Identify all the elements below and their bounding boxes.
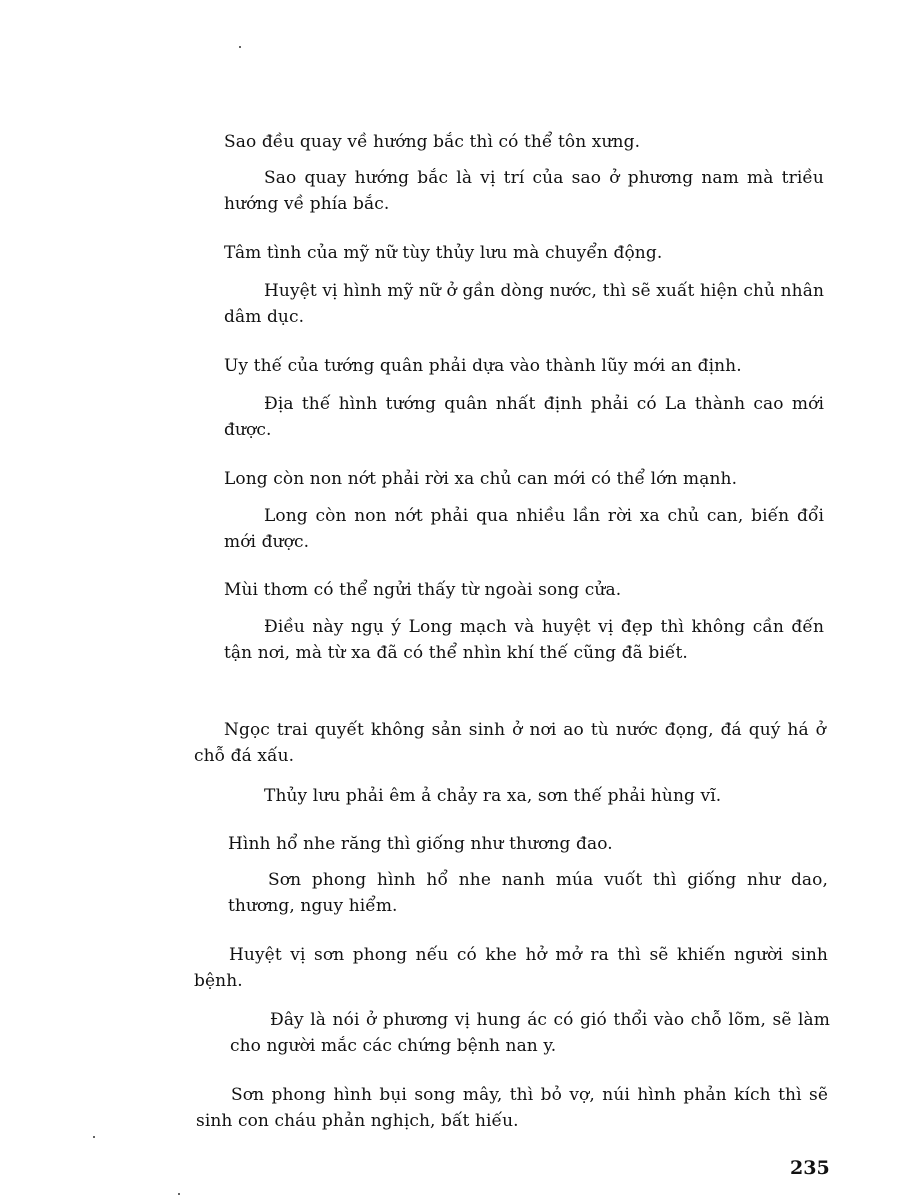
paragraph: Huyệt vị sơn phong nếu có khe hở mở ra thì sẽ khiến người sinh bệnh. [194, 945, 828, 991]
scan-speck [93, 1136, 95, 1138]
paragraph: Ngọc trai quyết không sản sinh ở nơi ao tù nước đọng, đá quý há ở chỗ đá xấu. [194, 720, 826, 766]
paragraph: Huyệt vị hình mỹ nữ ở gần dòng nước, thì sẽ xuất hiện chủ nhân dâm dục. [224, 281, 824, 327]
scan-speck [239, 46, 241, 48]
page-number: 235 [790, 1157, 830, 1179]
scan-speck [178, 1193, 180, 1195]
paragraph: Mùi thơm có thể ngửi thấy từ ngoài song cửa. [224, 580, 622, 600]
paragraph: Đây là nói ở phương vị hung ác có gió thổi vào chỗ lõm, sẽ làm cho người mắc các chứng bệnh nan y. [230, 1010, 830, 1056]
paragraph: Hình hổ nhe răng thì giống như thương đao. [228, 834, 613, 854]
paragraph: Sơn phong hình hổ nhe nanh múa vuốt thì giống như dao, thương, nguy hiểm. [228, 870, 828, 916]
paragraph: Sơn phong hình bụi song mây, thì bỏ vợ, núi hình phản kích thì sẽ sinh con cháu phản nghịch, bất hiếu. [196, 1085, 828, 1131]
paragraph: Điều này ngụ ý Long mạch và huyệt vị đẹp thì không cần đến tận nơi, mà từ xa đã có thể nhìn khí thế cũng đã biết. [224, 617, 824, 663]
paragraph: Sao đều quay về hướng bắc thì có thể tôn xưng. [224, 132, 641, 152]
paragraph: Thủy lưu phải êm ả chảy ra xa, sơn thế phải hùng vĩ. [264, 786, 722, 806]
paragraph: Tâm tình của mỹ nữ tùy thủy lưu mà chuyển động. [224, 243, 663, 263]
paragraph: Long còn non nớt phải qua nhiều lần rời xa chủ can, biến đổi mới được. [224, 506, 824, 552]
paragraph: Long còn non nớt phải rời xa chủ can mới có thể lớn mạnh. [224, 469, 738, 489]
paragraph: Địa thế hình tướng quân nhất định phải có La thành cao mới được. [224, 394, 824, 440]
paragraph: Uy thế của tướng quân phải dựa vào thành lũy mới an định. [224, 356, 742, 376]
paragraph: Sao quay hướng bắc là vị trí của sao ở phương nam mà triều hướng về phía bắc. [224, 168, 824, 214]
